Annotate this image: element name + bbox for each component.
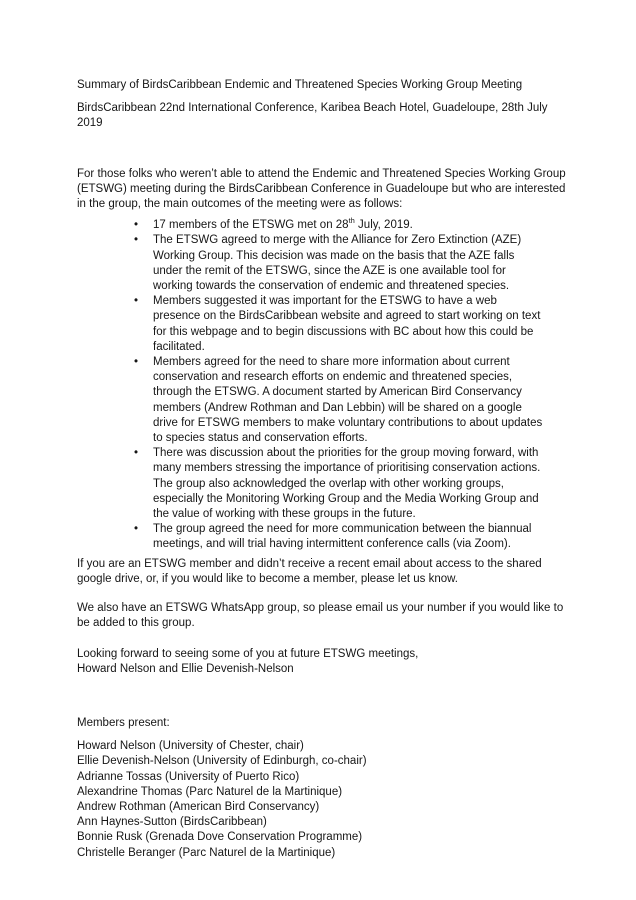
list-item <box>153 218 545 233</box>
list-item: • The group agreed the need for more communication between the biannual meetings, and will trial having intermittent conference calls (via Zoom). <box>153 522 545 552</box>
member-row: Ann Haynes-Sutton (BirdsCaribbean) <box>77 816 267 829</box>
member-row: Andrew Rothman (American Bird Conservancy) <box>77 800 320 813</box>
member-row: Christelle Beranger (Parc Naturel de la Martinique) <box>77 846 336 859</box>
list-item: • The ETSWG agreed to merge with the Alliance for Zero Extinction (AZE) Working Group. This decision was made on the basis that the AZE falls under the remit of the ETSWG, since the AZE is one available tool for working towards the conservation of endemic and threatened species. <box>153 233 545 294</box>
document-subtitle: BirdsCaribbean 22nd International Conference, Karibea Beach Hotel, Guadeloupe, 28th July 2019 <box>77 102 548 130</box>
list-item: • Members suggested it was important for the ETSWG to have a web presence on the BirdsCaribbean website and agreed to start working on text for this webpage and to begin discussions with BC about how this could be facilitated. <box>153 294 545 355</box>
member-row: Adrianne Tossas (University of Puerto Rico) <box>77 770 300 783</box>
ordinal-superscript: th <box>348 216 355 226</box>
document-content <box>77 78 566 861</box>
signoff-block <box>77 647 566 677</box>
signoff-line: Looking forward to seeing some of you at future ETSWG meetings, <box>77 647 419 660</box>
list-item: • There was discussion about the priorities for the group moving forward, with many members stressing the importance of prioritising conservation actions. The group also acknowledged the overlap with other working groups, especially the Monitoring Working Group and the Media Working Group and the value of working with these groups in the future. <box>153 446 545 522</box>
members-heading: Members present: <box>77 716 170 729</box>
closing-paragraph-1: If you are an ETSWG member and didn’t receive a recent email about access to the shared google drive, or, if you would like to become a member, please let us know. <box>77 557 542 585</box>
list-item: • Members agreed for the need to share more information about current conservation and research efforts on endemic and threatened species, through the ETSWG. A document started by American Bird Conservancy members (Andrew Rothman and Dan Lebbin) will be shared on a google drive for ETSWG members to make voluntary contributions to about updates to species status and conservation efforts. <box>153 355 545 446</box>
member-row: Bonnie Rusk (Grenada Dove Conservation Programme) <box>77 831 363 844</box>
document-title: Summary of BirdsCaribbean Endemic and Threatened Species Working Group Meeting <box>77 79 523 91</box>
member-row: Alexandrine Thomas (Parc Naturel de la Martinique) <box>77 785 343 798</box>
bullet-text-pre: 17 members of the ETSWG met on 28 <box>153 219 349 232</box>
members-list <box>77 739 566 861</box>
bullet-text-post: July, 2019. <box>354 219 413 232</box>
closing-paragraph-2: We also have an ETSWG WhatsApp group, so please email us your number if you would like to be added to this group. <box>77 602 564 630</box>
member-row: Howard Nelson (University of Chester, chair) <box>77 740 304 753</box>
member-row: Ellie Devenish-Nelson (University of Edinburgh, co-chair) <box>77 755 367 768</box>
signoff-authors: Howard Nelson and Ellie Devenish-Nelson <box>77 662 294 675</box>
intro-paragraph: For those folks who weren’t able to attend the Endemic and Threatened Species Working Group (ETSWG) meeting during the BirdsCaribbean Conference in Guadeloupe but who are interested in the group, the main outcomes of the meeting were as follows: <box>77 167 566 211</box>
outcomes-list <box>77 218 545 552</box>
